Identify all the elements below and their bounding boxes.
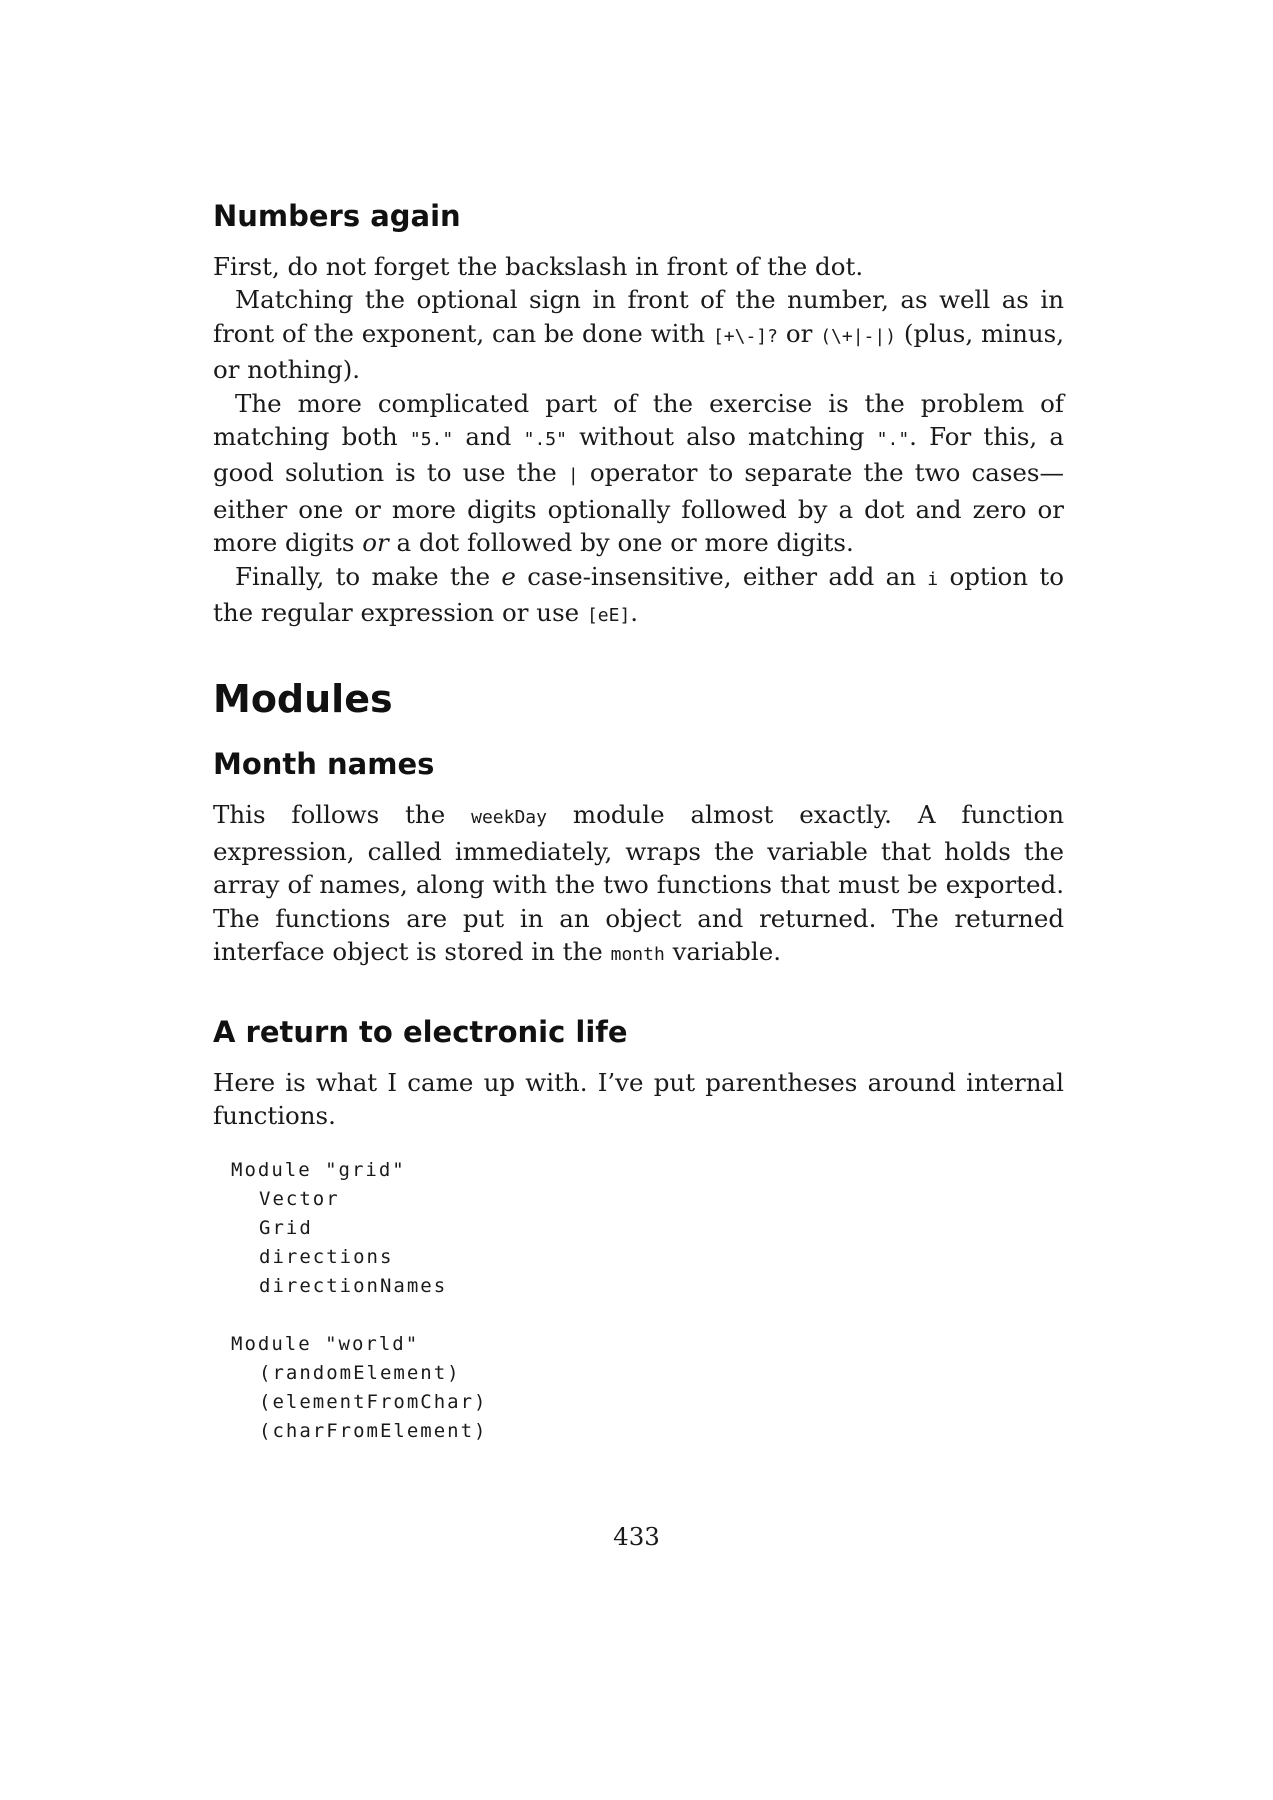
code-line-element-from-char: (elementFromChar) (259, 1391, 488, 1414)
heading-numbers-again: Numbers again (213, 199, 461, 233)
code-line-grid-module: Module "grid" (231, 1159, 406, 1182)
heading-month-names: Month names (213, 747, 435, 782)
code-block-modules (231, 1156, 1064, 1446)
code-pipe: | (567, 465, 579, 487)
code-dot: "." (876, 429, 910, 451)
code-eE-class: [eE] (586, 605, 631, 627)
emphasis-e: e (501, 561, 516, 591)
code-i-option: i (927, 568, 939, 590)
code-five-dot: "5." (409, 429, 454, 451)
code-dot-five: ".5" (523, 429, 567, 451)
paragraph-case-insensitive: Finally, to make the e case-insensitive, either add an i option to the regular expression or use [eE]. (213, 561, 1064, 628)
paragraph-complicated-part: The more complicated part of the exercise is the problem of matching both "5." and ".5" without also matching ".". For this, a good solution is to use the | operator to separate the two cases—either one or more digits optionally followed by a dot and zero or more digits or a dot followed by one or more digits. (213, 388, 1064, 558)
paragraph-optional-sign: Matching the optional sign in front of the number, as well as in front of the exponent, can be done with [+\-]? or (\+|-|) (plus, minus, or nothing). (213, 285, 1065, 385)
code-line-char-from-element: (charFromElement) (259, 1420, 488, 1443)
code-line-vector: Vector (259, 1188, 340, 1211)
heading-modules: Modules (213, 677, 393, 722)
paragraph-month-names: This follows the weekDay module almost exactly. A function expression, called immediately, wraps the variable that holds the array of names, along with the two functions that must be exported. The functions are put in an object and returned. The returned interface object is stored in the month variable. (213, 800, 1064, 967)
code-line-grid: Grid (259, 1217, 313, 1240)
emphasis-or: or (362, 528, 389, 558)
code-month: month (610, 944, 665, 966)
code-line-blank (231, 1301, 1064, 1330)
code-sign-group: (\+|-|) (820, 325, 897, 347)
page-content (213, 196, 1064, 1446)
code-weekday: weekDay (471, 807, 547, 829)
page-number: 433 (613, 1522, 660, 1551)
code-sign-class: [+\-]? (712, 325, 778, 347)
paragraph-came-up-with: Here is what I came up with. I’ve put parentheses around internal functions. (213, 1067, 1064, 1130)
paragraph-backslash: First, do not forget the backslash in front of the dot. (213, 252, 864, 281)
code-line-direction-names: directionNames (259, 1275, 448, 1298)
code-line-world-module: Module "world" (231, 1333, 420, 1356)
heading-electronic-life: A return to electronic life (213, 1014, 628, 1049)
code-line-directions: directions (259, 1246, 394, 1269)
code-line-random-element: (randomElement) (259, 1362, 461, 1385)
